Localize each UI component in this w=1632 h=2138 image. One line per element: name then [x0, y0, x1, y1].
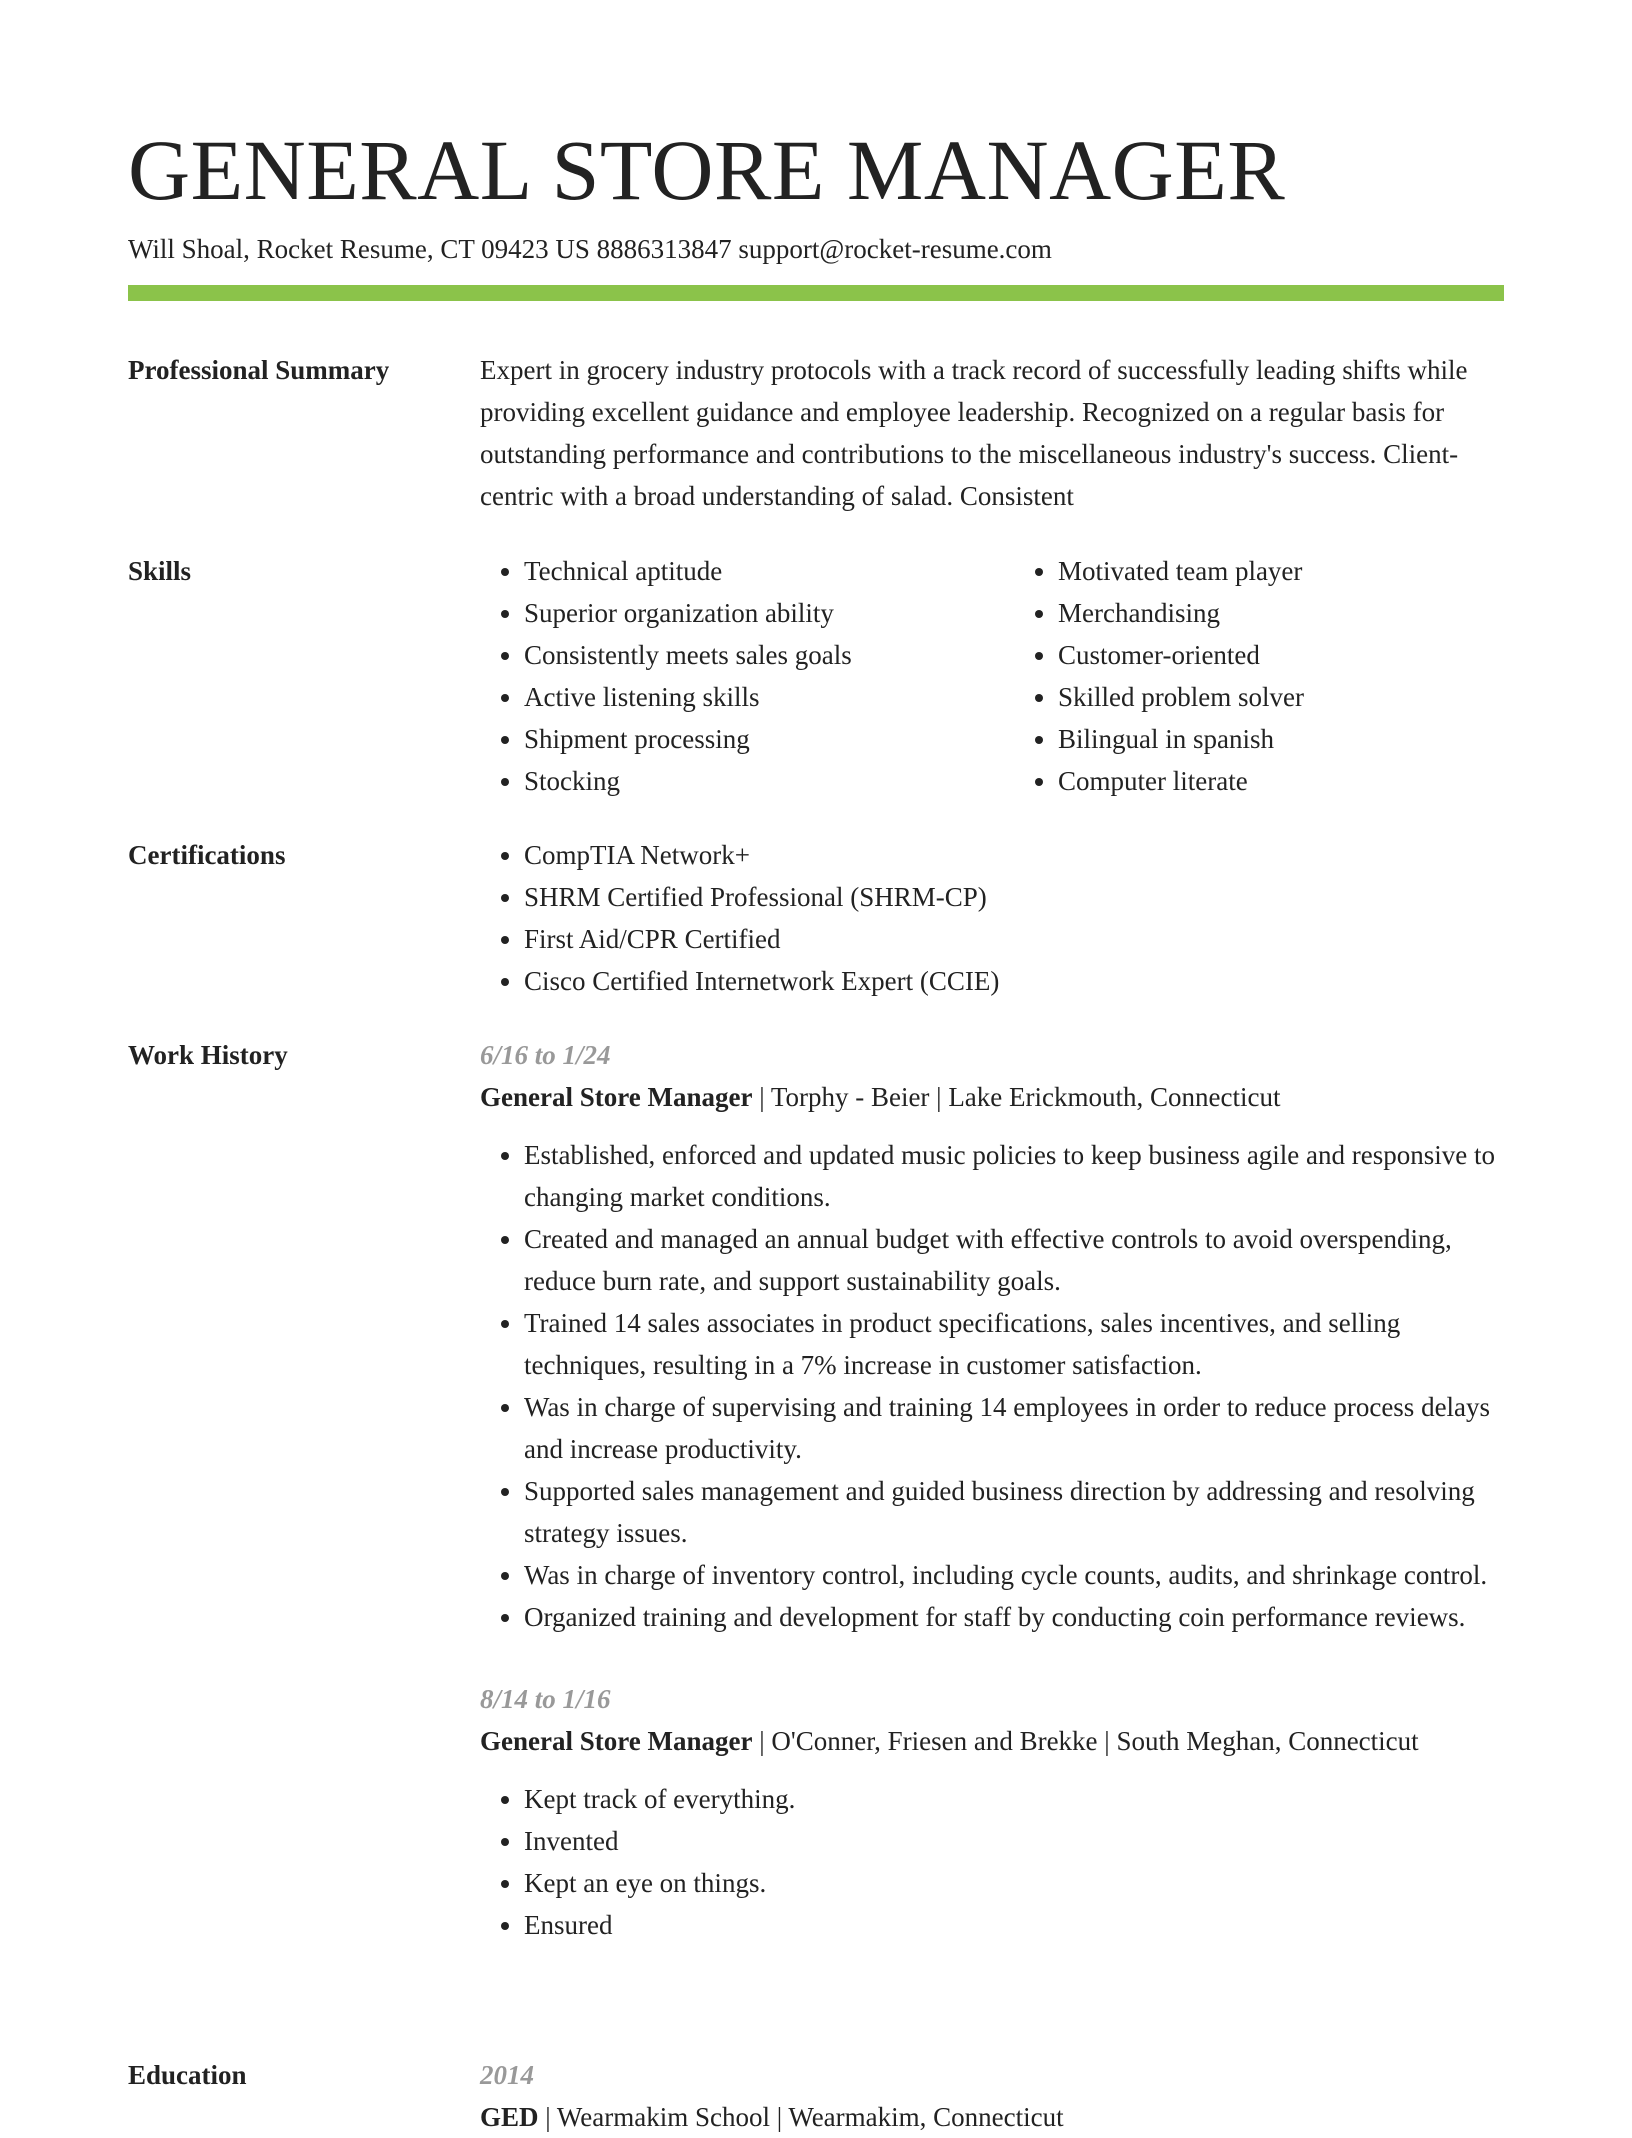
- summary-text: Expert in grocery industry protocols with a track record of successfully leading shifts while providing excellent guidance and employee leadership. Recognized on a regular basis for outstanding performance and contributions to the miscellaneous industry's success. Client-centric with a broad understanding of salad. Consistent: [480, 355, 1468, 511]
- accent-divider: [128, 285, 1504, 301]
- certification-item: • Cisco Certified Internetwork Expert (CCIE): [524, 960, 1504, 1002]
- certifications-heading: Certifications: [128, 840, 286, 870]
- job-details: | O'Conner, Friesen and Brekke | South Meghan, Connecticut: [752, 1726, 1419, 1756]
- education-line: [480, 2096, 1504, 2138]
- job-role: General Store Manager: [480, 1082, 753, 1112]
- job-bullet: • Kept an eye on things.: [524, 1862, 1504, 1904]
- job-bullet: • Trained 14 sales associates in product specifications, sales incentives, and selling techniques, resulting in a 7% increase in customer satisfaction.: [524, 1302, 1504, 1386]
- job-bullet: • Created and managed an annual budget with effective controls to avoid overspending, reduce burn rate, and support sustainability goals.: [524, 1218, 1504, 1302]
- skill-item: • Active listening skills: [524, 676, 970, 718]
- work-history-heading: Work History: [128, 1040, 288, 1070]
- skills-list-left: [480, 550, 970, 802]
- job-bullet: • Organized training and development for staff by conducting coin performance reviews.: [524, 1596, 1504, 1638]
- skill-item: • Shipment processing: [524, 718, 970, 760]
- certification-item: • SHRM Certified Professional (SHRM-CP): [524, 876, 1504, 918]
- job-dates: 8/14 to 1/16: [480, 1684, 611, 1714]
- skill-item: • Customer-oriented: [1058, 634, 1504, 676]
- job-bullet: • Kept track of everything.: [524, 1778, 1504, 1820]
- skills-heading: Skills: [128, 556, 192, 586]
- page-title: GENERAL STORE MANAGER: [128, 122, 1286, 218]
- job-bullets: [480, 1778, 1504, 1946]
- job-bullet: • Established, enforced and updated music policies to keep business agile and responsive to changing market conditions.: [524, 1134, 1504, 1218]
- skill-item: • Skilled problem solver: [1058, 676, 1504, 718]
- job-bullets: [480, 1134, 1504, 1638]
- contact-line: Will Shoal, Rocket Resume, CT 09423 US 8886313847 support@rocket-resume.com: [128, 234, 1052, 264]
- education-year: 2014: [480, 2060, 534, 2090]
- job-entry: [480, 1678, 1504, 1946]
- job-title-line: [480, 1076, 1504, 1118]
- job-dates: 6/16 to 1/24: [480, 1040, 611, 1070]
- job-bullet: • Was in charge of inventory control, including cycle counts, audits, and shrinkage control.: [524, 1554, 1504, 1596]
- skills-list-right: [1014, 550, 1504, 802]
- education-heading: Education: [128, 2060, 247, 2090]
- job-bullet: • Supported sales management and guided business direction by addressing and resolving strategy issues.: [524, 1470, 1504, 1554]
- skill-item: • Superior organization ability: [524, 592, 970, 634]
- job-details: | Torphy - Beier | Lake Erickmouth, Connecticut: [752, 1082, 1281, 1112]
- summary-heading: Professional Summary: [128, 355, 390, 385]
- skill-item: • Motivated team player: [1058, 550, 1504, 592]
- skill-item: • Technical aptitude: [524, 550, 970, 592]
- job-bullet: • Invented: [524, 1820, 1504, 1862]
- certification-item: • CompTIA Network+: [524, 834, 1504, 876]
- job-bullet: • Was in charge of supervising and training 14 employees in order to reduce process delays and increase productivity.: [524, 1386, 1504, 1470]
- certification-item: • First Aid/CPR Certified: [524, 918, 1504, 960]
- job-title-line: [480, 1720, 1504, 1762]
- skill-item: • Stocking: [524, 760, 970, 802]
- education-degree: GED: [480, 2102, 539, 2132]
- skill-item: • Computer literate: [1058, 760, 1504, 802]
- job-role: General Store Manager: [480, 1726, 753, 1756]
- job-bullet: • Ensured: [524, 1904, 1504, 1946]
- skill-item: • Bilingual in spanish: [1058, 718, 1504, 760]
- skill-item: • Merchandising: [1058, 592, 1504, 634]
- skill-item: • Consistently meets sales goals: [524, 634, 970, 676]
- job-entry: [480, 1034, 1504, 1638]
- certifications-list: [480, 834, 1504, 1002]
- education-details: | Wearmakim School | Wearmakim, Connecticut: [538, 2102, 1064, 2132]
